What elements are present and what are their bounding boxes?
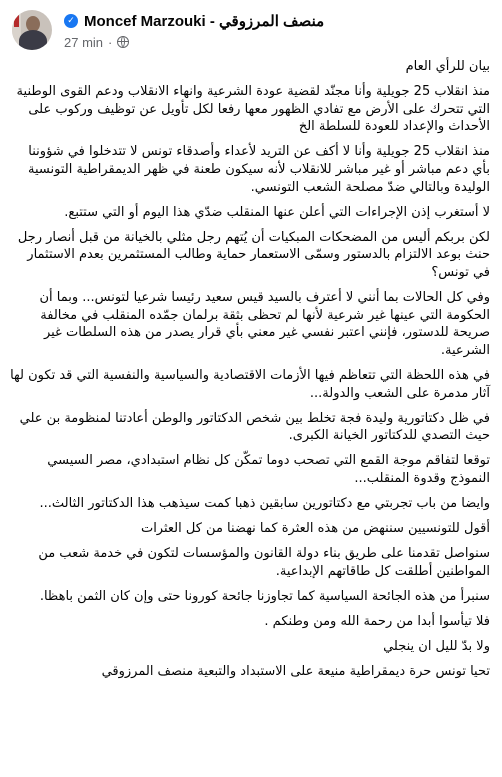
post-paragraph: تحيا تونس حرة ديمقراطية منيعة على الاستبداد والتبعية منصف المرزوقي [101,664,490,680]
post-paragraph: في ظل دكتاتورية وليدة فجة تخلط بين شخص الدكتاتور والوطن أعادتنا لمنظومة بن علي حيث التصدي للدكتاتور الخيانة الكبرى. [19,410,490,444]
post-paragraph: لكن بربكم أليس من المضحكات المبكيات أن يُتهم رجل مثلي بالخيانة من قبل أنصار رجل حنث بوعد الالتزام بالدستور وسمّى الاستعمار حماية وطالب المستثمرين بعدم الاستثمار في تونس؟ [17,229,490,280]
post-paragraph: وايضا من باب تجربتي مع دكتاتورين سابقين ذهبا كمت سيذهب هذا الدكتاتور الثالث... [39,495,490,511]
avatar-flag-shape [14,15,19,27]
post-paragraph: وفي كل الحالات بما أنني لا أعترف بالسيد قيس سعيد رئيسا شرعيا لتونس... وبما أن الحكومة التي عينها غير شرعية لأنها لم تحظى بثقة برلمان جمّده المنقلب في مخالفة صريحة للدستور، فإنني اعتبر نفسي غير معني بأي قرار يصدر من هذه السلطات غير الشرعية. [39,290,490,358]
globe-icon[interactable] [117,36,129,48]
post-paragraph: فلا تيأسوا أبدا من رحمة الله ومن وطنكم . [264,613,490,629]
post-timestamp[interactable]: 27 min [64,34,104,50]
avatar-body-shape [19,30,47,50]
author-avatar[interactable] [12,10,52,50]
post-paragraph: بيان للرأي العام [405,59,490,74]
post-paragraph: سنواصل تقدمنا على طريق بناء دولة القانون والمؤسسات لتكون في خدمة شعب من المواطنين أطلقت كل طاقاتهم الإبداعية. [38,546,490,579]
post-header [0,0,502,56]
post-body [10,58,490,688]
author-row [64,11,324,31]
author-name[interactable]: Moncef Marzouki - منصف المرزوقي [84,13,325,30]
post-paragraph: منذ انقلاب 25 جويلية وأنا لا أكف عن التريد لأعداء وأصدقاء تونس لا تتدخلوا في شؤوننا بأي دعم مباشر أو غير مباشر للانقلاب لأنه سيكون طعنة في ظهر الديمقراطية التونسية الوليدة وبالتالي ضدّ مصلحة الشعب التونسي. [28,144,490,195]
meta-separator: · [108,34,113,50]
post-paragraph: أقول للتونسيين سننهض من هذه العثرة كما نهضنا من كل العثرات [140,521,490,537]
post-paragraph: سنبرأ من هذه الجائحة السياسية كما تجاوزنا جائحة كورونا حتى وإن كان الثمن باهظا. [39,588,490,604]
verified-badge-icon: ✓ [64,14,78,28]
post-paragraph: في هذه اللحظة التي تتعاظم فيها الأزمات الاقتصادية والسياسية والنفسية التي قد تكون لها آثار مدمرة على الشعب والدولة... [10,367,490,401]
post-paragraph: لا أستغرب إذن الإجراءات التي أعلن عنها المنقلب ضدّي هذا اليوم أو التي ستتبع. [64,204,490,220]
post-paragraph: ولا بدّ لليل ان ينجلي [383,639,490,655]
post-paragraph: منذ انقلاب 25 جويلية وأنا مجنّد لقضية عودة الشرعية وانهاء الانقلاب ودعم القوى الوطنية التي تتحرك على الأرض مع تفادي الظهور معها رفعا لكل تأويل عن توظيف وركوب على الأحداث والإعداد للعودة للسلطة الخ [16,84,490,135]
post-meta [64,33,129,51]
post-paragraph: توقعا لتفاقم موجة القمع التي تصحب دوما تمكّن كل نظام استبدادي، مصر السيسي النموذج وقدوة المنقلب... [47,453,490,486]
